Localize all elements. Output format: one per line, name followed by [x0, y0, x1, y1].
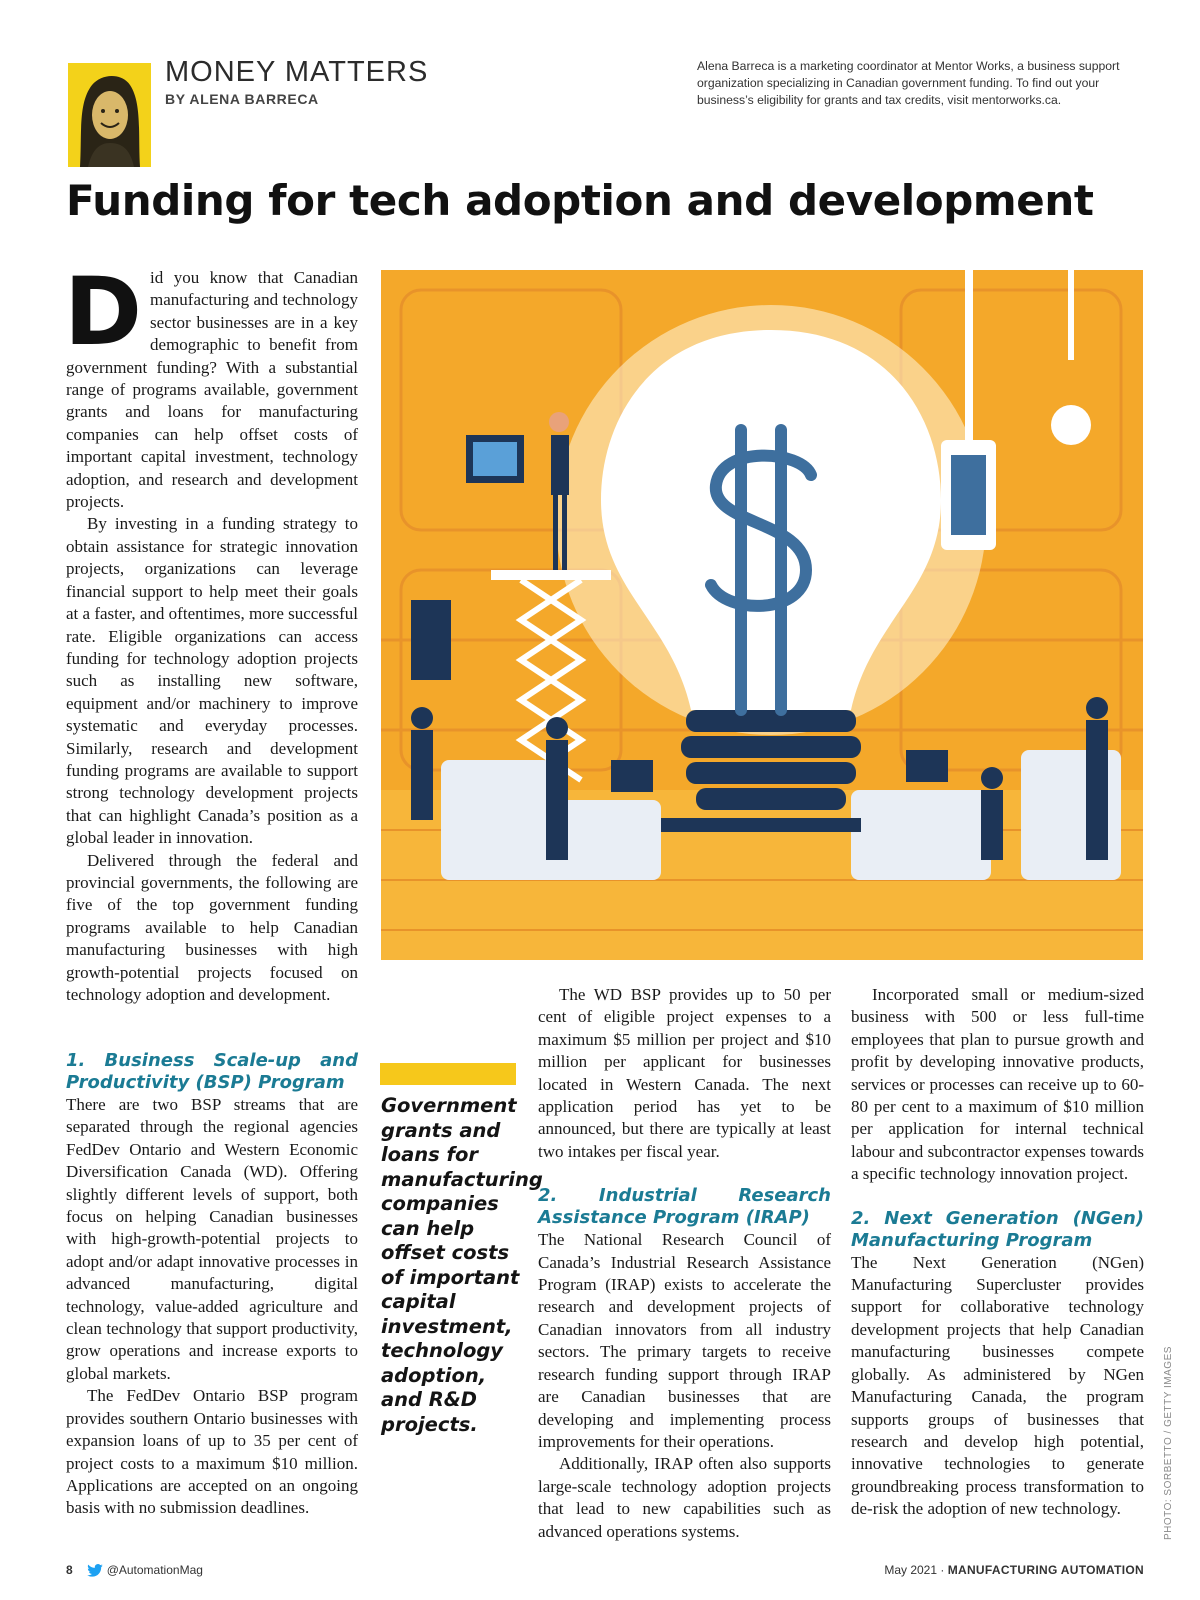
column-header: [165, 56, 428, 107]
column-title: MONEY MATTERS: [165, 56, 429, 88]
intro-column: [64, 258, 358, 1006]
photo-credit: PHOTO: SORBETTO / GETTY IMAGES: [1163, 1346, 1174, 1540]
intro-paragraph-2: By investing in a funding strategy to obtain assistance for strategic innovation projects, organizations can leverage financial support to help meet their goals at a faster, and oftentimes, more successful rate. Eligible organizations can access funding for technology adoption projects such as installing new software, equipment and/or machinery to improve systematic and everyday processes. Similarly, research and development funding programs are available to support strong technology development projects that can highlight Canada’s position as a global leader in innovation.: [66, 514, 358, 848]
section-2-heading: 2. Industrial Research Assistance Program (IRAP): [538, 1185, 831, 1229]
twitter-handle[interactable]: @AutomationMag: [106, 1563, 203, 1577]
section-2-paragraph-2: Additionally, IRAP often also supports large-scale technology adoption projects that lead to new capabilities such as advanced operations systems.: [538, 1454, 831, 1541]
section-2-paragraph-1: The National Research Council of Canada’s Industrial Research Assistance Program (IRAP) exists to accelerate the research and development projects of Canadian innovators from all industry sectors. The primary targets to receive research funding support through IRAP are Canadian businesses that are developing and implementing process improvements for their operations.: [538, 1230, 831, 1451]
author-portrait: [68, 63, 151, 167]
section-1-heading: 1. Business Scale-up and Productivity (BSP) Program: [66, 1050, 358, 1093]
article-headline: Funding for tech adoption and development: [66, 176, 1094, 225]
column-3: [538, 984, 831, 1543]
section-1-column: [66, 1050, 358, 1520]
section-1-paragraph-3: The WD BSP provides up to 50 per cent of eligible project expenses to a maximum $5 million per project and $10 million per applicant for businesses located in Western Canada. The next application period has yet to be announced, but there are typically at least two intakes per fiscal year.: [538, 985, 831, 1161]
intro-paragraph-1: Did you know that Canadian manufacturing and technology sector businesses are in a key demographic to benefit from government funding? With a substantial range of programs available, government grants and loans for manufacturing companies can help offset costs of important capital investment, technology adoption, and research and development projects.: [64, 258, 358, 512]
issue-date: May 2021 ·: [884, 1563, 945, 1577]
section-3-paragraph-1: The Next Generation (NGen) Manufacturing Supercluster provides support for collaborative technology development projects that help Canadian manufacturing businesses compete globally. As administered by NGen Manufacturing Canada, the program supports groups of businesses that research and develop high potential, innovative technologies to generate groundbreaking process transformation to de-risk the adoption of new technology.: [851, 1252, 1144, 1519]
pullquote-bar: [380, 1063, 516, 1085]
author-bio: Alena Barreca is a marketing coordinator at Mentor Works, a business support organization specializing in Canadian government funding. To find out your business’s eligibility for grants and tax credits, visit mentorworks.ca.: [697, 59, 1120, 107]
intro-paragraph-3: Delivered through the federal and provincial governments, the following are five of the top government funding programs available to help Canadian manufacturing businesses with high growth-potential projects focused on technology adoption and development.: [66, 850, 358, 1004]
factory-lightbulb-illustration: [381, 270, 1143, 960]
page-number: 8: [66, 1563, 73, 1577]
publication-name: MANUFACTURING AUTOMATION: [947, 1563, 1144, 1577]
footer-right: [884, 1563, 1144, 1577]
byline: BY ALENA BARRECA: [165, 91, 319, 107]
column-4: [851, 984, 1144, 1521]
section-1-paragraph-1: There are two BSP streams that are separated through the regional agencies FedDev Ontario and Western Economic Diversification Canada (WD). Offering slightly different levels of support, both focus on helping Canadian businesses with high-growth-potential projects to adopt and/or adapt innovative processes in advanced manufacturing, digital technology, value-added agriculture and clean technology that support productivity, grow operations and increase exports to global markets.: [66, 1095, 358, 1383]
twitter-bird-icon: [87, 1564, 103, 1577]
pullquote: Government grants and loans for manufacturing companies can help offset costs of important capital investment, technology adoption, and R&D projects.: [381, 1094, 543, 1436]
footer-left: [66, 1563, 203, 1577]
section-1-paragraph-2: The FedDev Ontario BSP program provides southern Ontario businesses with expansion loans of up to 35 per cent of project costs to a maximum $10 million. Applications are accepted on an ongoing basis with no submission deadlines.: [66, 1386, 358, 1518]
drop-cap: D: [64, 258, 143, 367]
section-3-heading: 2. Next Generation (NGen) Manufacturing Program: [851, 1207, 1144, 1251]
section-2-paragraph-3: Incorporated small or medium-sized business with 500 or less full-time employees that plan to pursue growth and profit by developing innovative products, services or processes can receive up to 60-80 per cent to a maximum of $10 million per application for internal technical labour and subcontractor expenses towards a specific technology innovation project.: [851, 985, 1144, 1184]
